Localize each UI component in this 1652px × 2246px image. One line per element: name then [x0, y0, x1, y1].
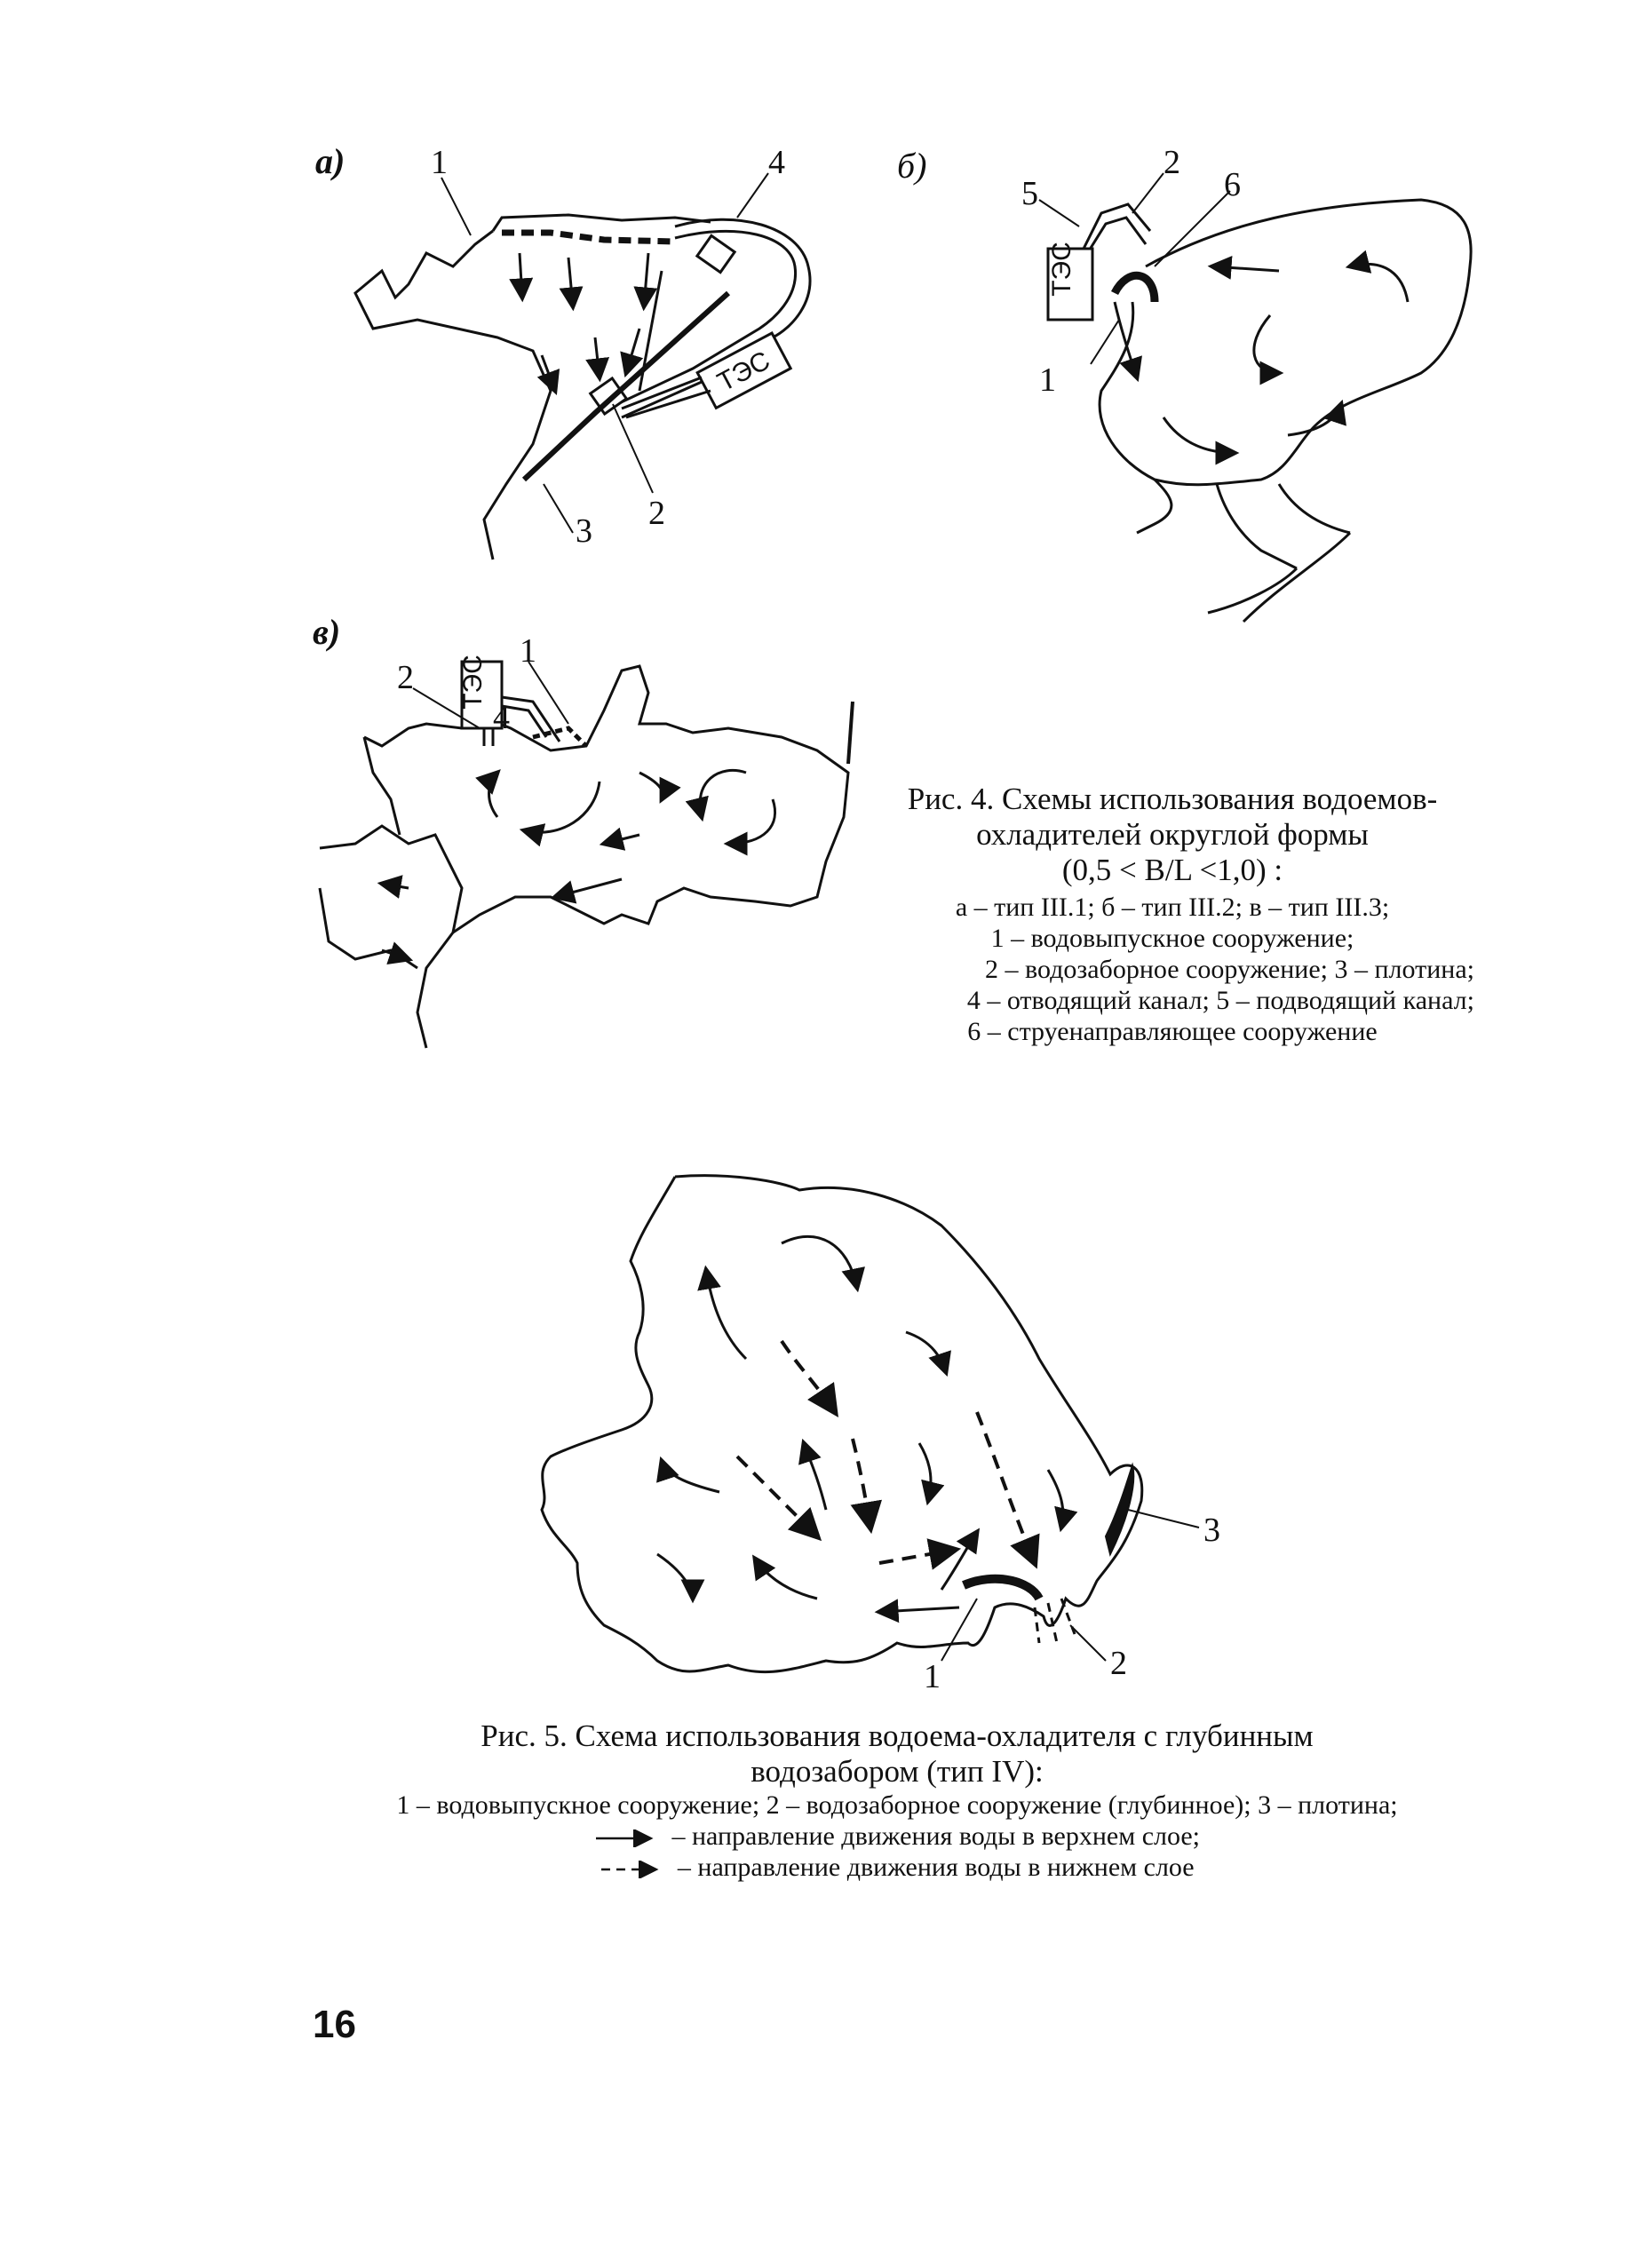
- flow-arrow-upper: [1048, 1470, 1063, 1528]
- tes-label-b: ТЭС: [1047, 242, 1076, 297]
- figure4-caption-title-3: (0,5 < B/L <1,0) :: [1061, 853, 1283, 887]
- figure4-legend-line: а – тип III.1; б – тип III.2; в – тип III.3;: [955, 893, 1390, 922]
- flow-arrow-upper: [662, 1461, 719, 1492]
- flow-arrow-upper: [906, 1332, 946, 1372]
- flow-arrow-upper: [657, 1554, 693, 1599]
- panel-b-letter: б): [897, 146, 927, 186]
- figure4-legend-line: 2 – водозаборное сооружение; 3 – плотина;: [985, 955, 1474, 984]
- flow-arrow-upper: [706, 1270, 746, 1359]
- figure4-caption-title-2: охладителей округлой формы: [976, 817, 1369, 852]
- label-5-b: 5: [1021, 175, 1038, 212]
- flow-arrow-lower: [853, 1439, 870, 1528]
- label-2-a: 2: [648, 495, 665, 532]
- flow-arrow-lower: [977, 1412, 1035, 1563]
- flow-arrow-upper: [755, 1559, 817, 1599]
- label-2-b: 2: [1164, 144, 1180, 181]
- flow-arrow-lower: [737, 1456, 817, 1536]
- label-6-b: 6: [1224, 166, 1241, 203]
- figure5-caption-title-1: Рис. 5. Схема использования водоема-охладителя с глубинным: [481, 1718, 1314, 1753]
- figure5-legend-solid: [320, 1821, 1474, 1852]
- page-number: 16: [313, 2003, 356, 2046]
- panel-a-letter: а): [315, 141, 345, 181]
- tes-label-a: ТЭС: [712, 345, 775, 398]
- label-3-a: 3: [576, 512, 592, 550]
- figure4-legend-line: 1 – водовыпускное сооружение;: [990, 924, 1354, 953]
- label-4-a: 4: [768, 144, 785, 181]
- flow-arrow-lower: [782, 1341, 835, 1412]
- flow-arrow-upper: [782, 1236, 857, 1288]
- panel-v-letter: в): [313, 612, 341, 652]
- figure4-legend-line: 4 – отводящий канал; 5 – подводящий канал;: [966, 986, 1474, 1015]
- flow-arrow-upper: [804, 1443, 826, 1510]
- label-1-v: 1: [520, 632, 536, 670]
- figure5-legend-line: 1 – водовыпускное сооружение; 2 – водозаборное сооружение (глубинное); 3 – плотина;: [396, 1790, 1398, 1820]
- label-2-v: 2: [397, 659, 414, 696]
- outlet-structure-fig5: [964, 1579, 1039, 1599]
- label-1-a: 1: [431, 144, 448, 181]
- figure5-legend-dashed-text: – направление движения воды в нижнем слое: [677, 1853, 1195, 1882]
- label-4-v: 4: [493, 699, 510, 736]
- flow-arrow-upper: [879, 1607, 959, 1612]
- figure4-caption-title-1: Рис. 4. Схемы использования водоемов-: [907, 782, 1438, 816]
- label-3-fig5: 3: [1203, 1512, 1220, 1549]
- dashed-arrow-icon: [600, 1861, 671, 1878]
- solid-arrow-icon: [594, 1829, 665, 1847]
- figure5-legend-dashed: [320, 1852, 1474, 1883]
- figure4-legend-line: 6 – струенаправляющее сооружение: [967, 1017, 1378, 1046]
- label-1-b: 1: [1039, 361, 1056, 399]
- figure5-caption-title-2: водозабором (тип IV):: [751, 1754, 1044, 1789]
- flow-arrow-upper: [919, 1443, 931, 1501]
- flow-arrow-lower: [879, 1550, 955, 1563]
- label-1-fig5: 1: [924, 1658, 941, 1695]
- tes-label-v: ТЭС: [458, 655, 488, 710]
- label-2-fig5: 2: [1110, 1645, 1127, 1682]
- figure5-caption: [320, 1718, 1474, 1883]
- shoreline-fig5: [542, 1176, 1142, 1672]
- figure5-legend-solid-text: – направление движения воды в верхнем слое;: [671, 1821, 1200, 1851]
